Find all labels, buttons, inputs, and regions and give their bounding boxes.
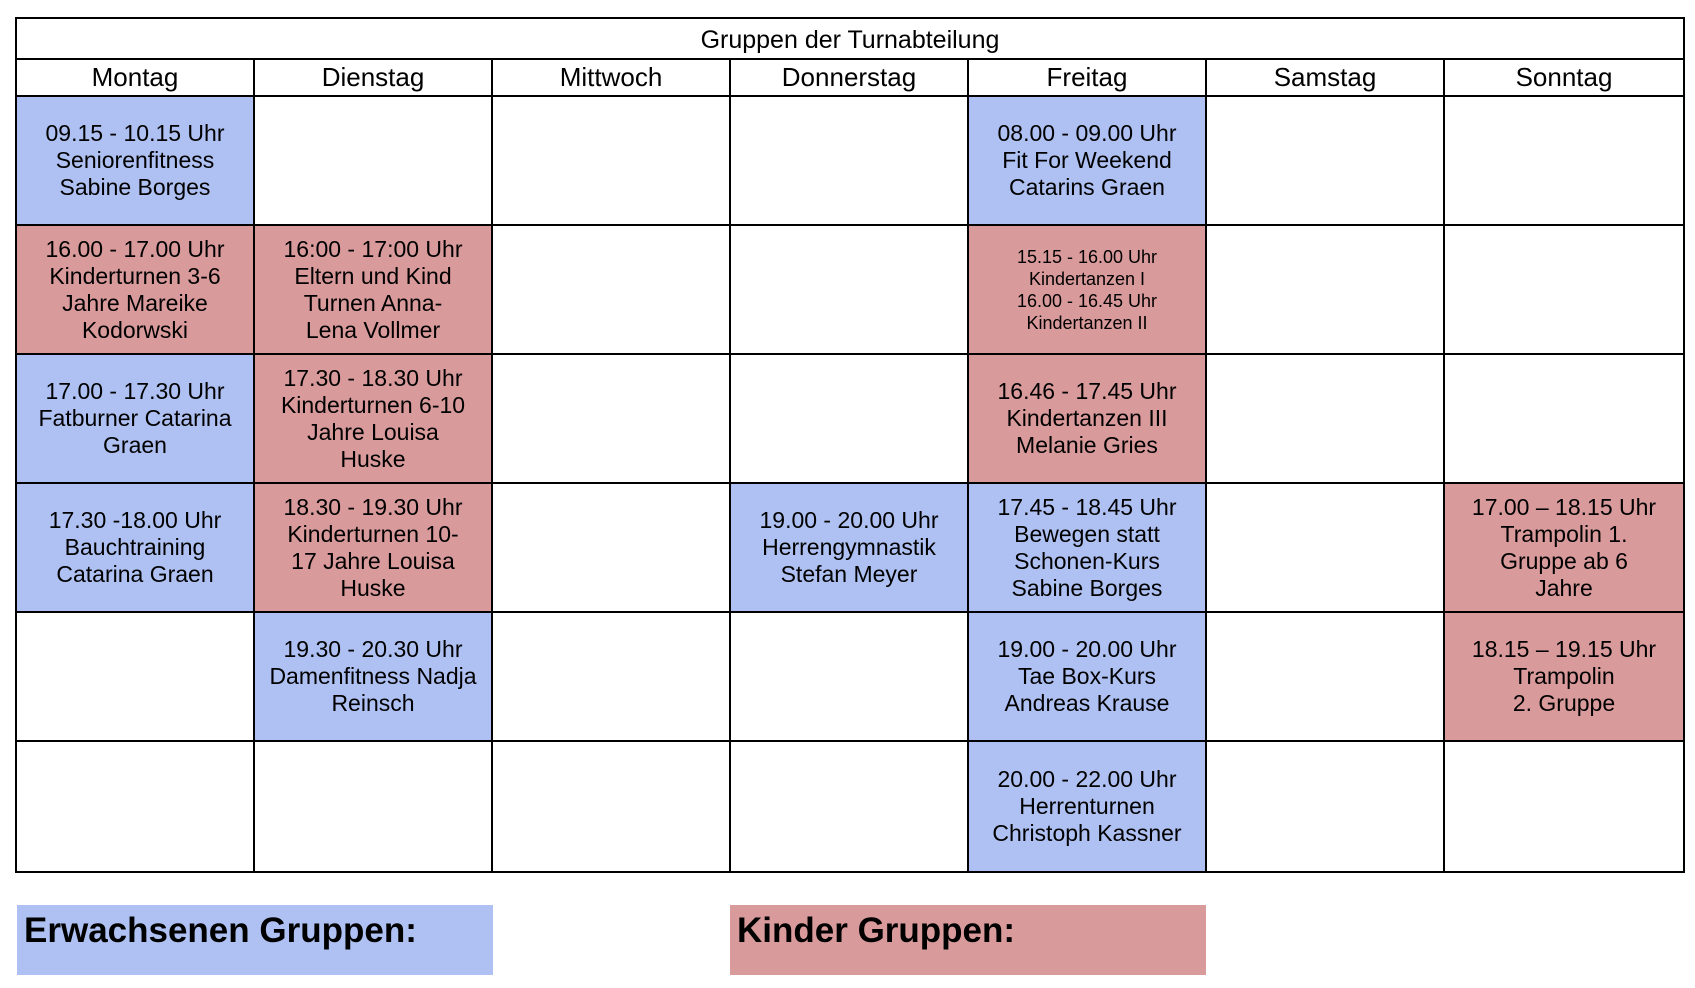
empty-slot <box>493 484 731 613</box>
empty-slot <box>493 355 731 484</box>
day-header-mittwoch: Mittwoch <box>493 60 731 95</box>
empty-slot <box>1207 97 1445 226</box>
empty-slot <box>731 742 969 871</box>
class-slot <box>255 484 493 613</box>
class-slot-text: 09.15 - 10.15 Uhr Seniorenfitness Sabine Borges <box>45 120 225 200</box>
day-header-samstag: Samstag <box>1207 60 1445 95</box>
class-slot <box>1445 613 1683 742</box>
day-header-freitag: Freitag <box>969 60 1207 95</box>
class-slot-text: 18.15 – 19.15 Uhr Trampolin 2. Gruppe <box>1471 636 1657 716</box>
empty-slot <box>1207 484 1445 613</box>
schedule-grid <box>17 97 1683 871</box>
class-slot <box>969 484 1207 613</box>
class-slot-text: 18.30 - 19.30 Uhr Kinderturnen 10- 17 Jahre Louisa Huske <box>283 493 463 601</box>
class-slot <box>255 226 493 355</box>
empty-slot <box>17 613 255 742</box>
empty-slot <box>1445 742 1683 871</box>
empty-slot <box>1207 226 1445 355</box>
empty-slot <box>1445 97 1683 226</box>
class-slot <box>969 97 1207 226</box>
class-slot-text: 16.46 - 17.45 Uhr Kindertanzen III Melanie Gries <box>997 378 1177 458</box>
class-slot <box>1445 484 1683 613</box>
class-slot-text: 19.00 - 20.00 Uhr Tae Box-Kurs Andreas Krause <box>997 636 1177 716</box>
schedule-table <box>15 17 1685 873</box>
class-slot <box>17 226 255 355</box>
empty-slot <box>17 742 255 871</box>
class-slot <box>969 742 1207 871</box>
class-slot <box>17 355 255 484</box>
class-slot-text: 16:00 - 17:00 Uhr Eltern und Kind Turnen Anna- Lena Vollmer <box>283 235 463 343</box>
class-slot-text: 15.15 - 16.00 Uhr Kindertanzen I 16.00 - 16.45 Uhr Kindertanzen II <box>1016 246 1158 333</box>
legend-kid-groups: Kinder Gruppen: <box>730 905 1206 975</box>
empty-slot <box>1207 613 1445 742</box>
class-slot-text: 17.45 - 18.45 Uhr Bewegen statt Schonen-Kurs Sabine Borges <box>997 493 1177 601</box>
day-header-sonntag: Sonntag <box>1515 62 1613 92</box>
class-slot <box>969 613 1207 742</box>
empty-slot <box>493 742 731 871</box>
class-slot-text: 17.00 - 17.30 Uhr Fatburner Catarina Graen <box>38 378 232 458</box>
class-slot <box>17 97 255 226</box>
empty-slot <box>1207 742 1445 871</box>
empty-slot <box>731 97 969 226</box>
day-header-dienstag: Dienstag <box>255 60 493 95</box>
empty-slot <box>731 355 969 484</box>
class-slot-text: 08.00 - 09.00 Uhr Fit For Weekend Catarins Graen <box>997 120 1177 200</box>
class-slot-text: 16.00 - 17.00 Uhr Kinderturnen 3-6 Jahre Mareike Kodorwski <box>45 235 225 343</box>
empty-slot <box>1445 226 1683 355</box>
class-slot <box>255 613 493 742</box>
empty-slot <box>493 613 731 742</box>
class-slot <box>969 226 1207 355</box>
empty-slot <box>731 613 969 742</box>
class-slot-text: 17.30 - 18.30 Uhr Kinderturnen 6-10 Jahre Louisa Huske <box>280 364 466 472</box>
legend-adult-groups: Erwachsenen Gruppen: <box>17 905 493 975</box>
empty-slot <box>493 97 731 226</box>
empty-slot <box>493 226 731 355</box>
empty-slot <box>731 226 969 355</box>
day-header-row <box>17 60 1683 97</box>
class-slot-text: 19.30 - 20.30 Uhr Damenfitness Nadja Reinsch <box>269 636 477 716</box>
empty-slot <box>1207 355 1445 484</box>
empty-slot <box>255 742 493 871</box>
class-slot <box>969 355 1207 484</box>
class-slot <box>17 484 255 613</box>
empty-slot <box>255 97 493 226</box>
day-header-donnerstag: Donnerstag <box>731 60 969 95</box>
class-slot-text: 17.00 – 18.15 Uhr Trampolin 1. Gruppe ab 6 Jahre <box>1471 493 1657 601</box>
class-slot-text: 19.00 - 20.00 Uhr Herrengymnastik Stefan Meyer <box>759 507 939 587</box>
class-slot <box>255 355 493 484</box>
class-slot <box>731 484 969 613</box>
table-title: Gruppen der Turnabteilung <box>17 19 1683 60</box>
empty-slot <box>1445 355 1683 484</box>
class-slot-text: 20.00 - 22.00 Uhr Herrenturnen Christoph Kassner <box>992 766 1182 846</box>
day-header-montag: Montag <box>17 60 255 95</box>
class-slot-text: 17.30 -18.00 Uhr Bauchtraining Catarina Graen <box>48 507 222 587</box>
